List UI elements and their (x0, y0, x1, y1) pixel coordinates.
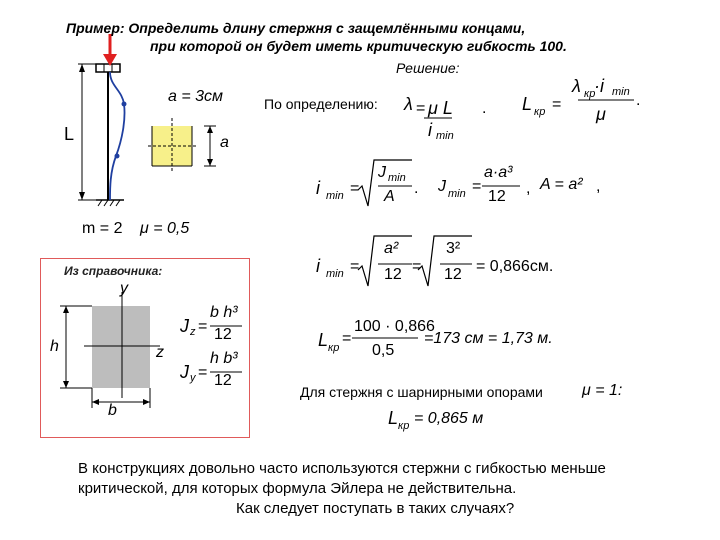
Jz-eq: = (198, 318, 208, 335)
reference-title: Из справочника: (64, 264, 163, 278)
jmin-def-eq: = (472, 178, 482, 195)
Jz-sub: z (190, 326, 196, 338)
imin-label: i (316, 178, 320, 198)
buckling-curve (110, 72, 125, 200)
mu-label: μ = 0,5 (140, 220, 190, 237)
twelve-den2: 12 (384, 266, 402, 283)
mu-L: μ L (428, 98, 453, 118)
jmin-def-sub: min (448, 188, 466, 200)
twelve-den3: 12 (444, 266, 462, 283)
top-clamp (96, 64, 120, 72)
Jz-den: 12 (214, 326, 232, 343)
h-label: h (50, 338, 59, 355)
imin-sub: min (326, 190, 344, 202)
Lkr-num: 100 · 0,866 (354, 318, 435, 335)
Jy-eq: = (198, 364, 208, 381)
A-den: A (384, 188, 395, 205)
a-value-label: a = 3см (168, 88, 223, 105)
L-kr-sub: кр (534, 106, 546, 118)
a-side-label: a (220, 134, 229, 151)
lambda-kr: λ (572, 76, 581, 96)
Lkr-sub: кр (328, 342, 340, 354)
Jy-num: h b³ (210, 350, 238, 367)
Jy-sub: y (190, 372, 196, 384)
formulas-dot1: . (414, 180, 419, 197)
L-kr: L (522, 94, 533, 114)
imin2-sub: min (326, 268, 344, 280)
formulas-comma2: , (596, 178, 601, 195)
header-line1: Пример: Определить длину стержня с защемлёнными концами, (66, 20, 526, 36)
times-i: ·i (594, 76, 604, 96)
i-min-sub: min (436, 130, 454, 142)
Lkr-label: L (318, 330, 329, 350)
imin-eq: = (350, 180, 360, 197)
a2-num: a² (384, 240, 399, 257)
three2-num: 3² (446, 240, 461, 257)
Jz-num: b h³ (210, 304, 238, 321)
definition-eq: = (416, 100, 426, 117)
jmin-def: J (438, 178, 446, 195)
hinged-mu: μ = 1: (582, 382, 623, 399)
hinged-value: = 0,865 м (414, 410, 484, 427)
formulas-comma1: , (526, 180, 531, 197)
solution-label: Решение: (396, 60, 460, 76)
Jz-label: J (180, 316, 189, 336)
Lkr-result: =173 см = 1,73 м. (424, 330, 553, 347)
mu-denominator: μ (596, 104, 606, 124)
hinged-L: L (388, 408, 399, 428)
bottom-line3: Как следует поступать в таких случаях? (236, 500, 515, 517)
header-line2: при которой он будет иметь критическую гибкость 100. (150, 38, 567, 54)
m-label: m = 2 (82, 220, 123, 237)
definition-prefix: По определению: (264, 96, 378, 112)
Lkr-den: 0,5 (372, 342, 395, 359)
definition-end-dot: . (636, 92, 641, 109)
a-a3-num: a·a³ (484, 164, 513, 181)
definition-dot: . (482, 100, 487, 117)
bottom-line2: критической, для которых формула Эйлера не действительна. (78, 480, 517, 497)
jmin-num: J (378, 164, 386, 181)
y-axis-label: y (120, 280, 128, 297)
Jy-den: 12 (214, 372, 232, 389)
hinged-text: Для стержня с шарнирными опорами (300, 384, 543, 400)
hinged-L-sub: кр (398, 420, 410, 432)
jmin-num-sub: min (388, 172, 406, 184)
lambda-symbol: λ (404, 94, 413, 114)
twelve-den: 12 (488, 188, 506, 205)
reference-box (40, 258, 250, 438)
definition-eq2: = (552, 96, 562, 113)
imin2-eq2: = (412, 258, 422, 275)
lambda-kr-sub: кр (584, 88, 596, 100)
bottom-line1: В конструкциях довольно часто используются стержни с гибкостью меньше (78, 460, 606, 477)
imin2-eq: = (350, 258, 360, 275)
i-min: i (428, 120, 432, 140)
times-i-sub: min (612, 86, 630, 98)
area-def: A = a² (540, 176, 583, 193)
Lkr-eq: = (342, 330, 352, 347)
imin2-label: i (316, 256, 320, 276)
imin-result: = 0,866см. (476, 258, 554, 275)
length-label: L (64, 124, 75, 144)
b-label: b (108, 402, 117, 419)
z-axis-label: z (156, 344, 164, 361)
Jy-label: J (180, 362, 189, 382)
